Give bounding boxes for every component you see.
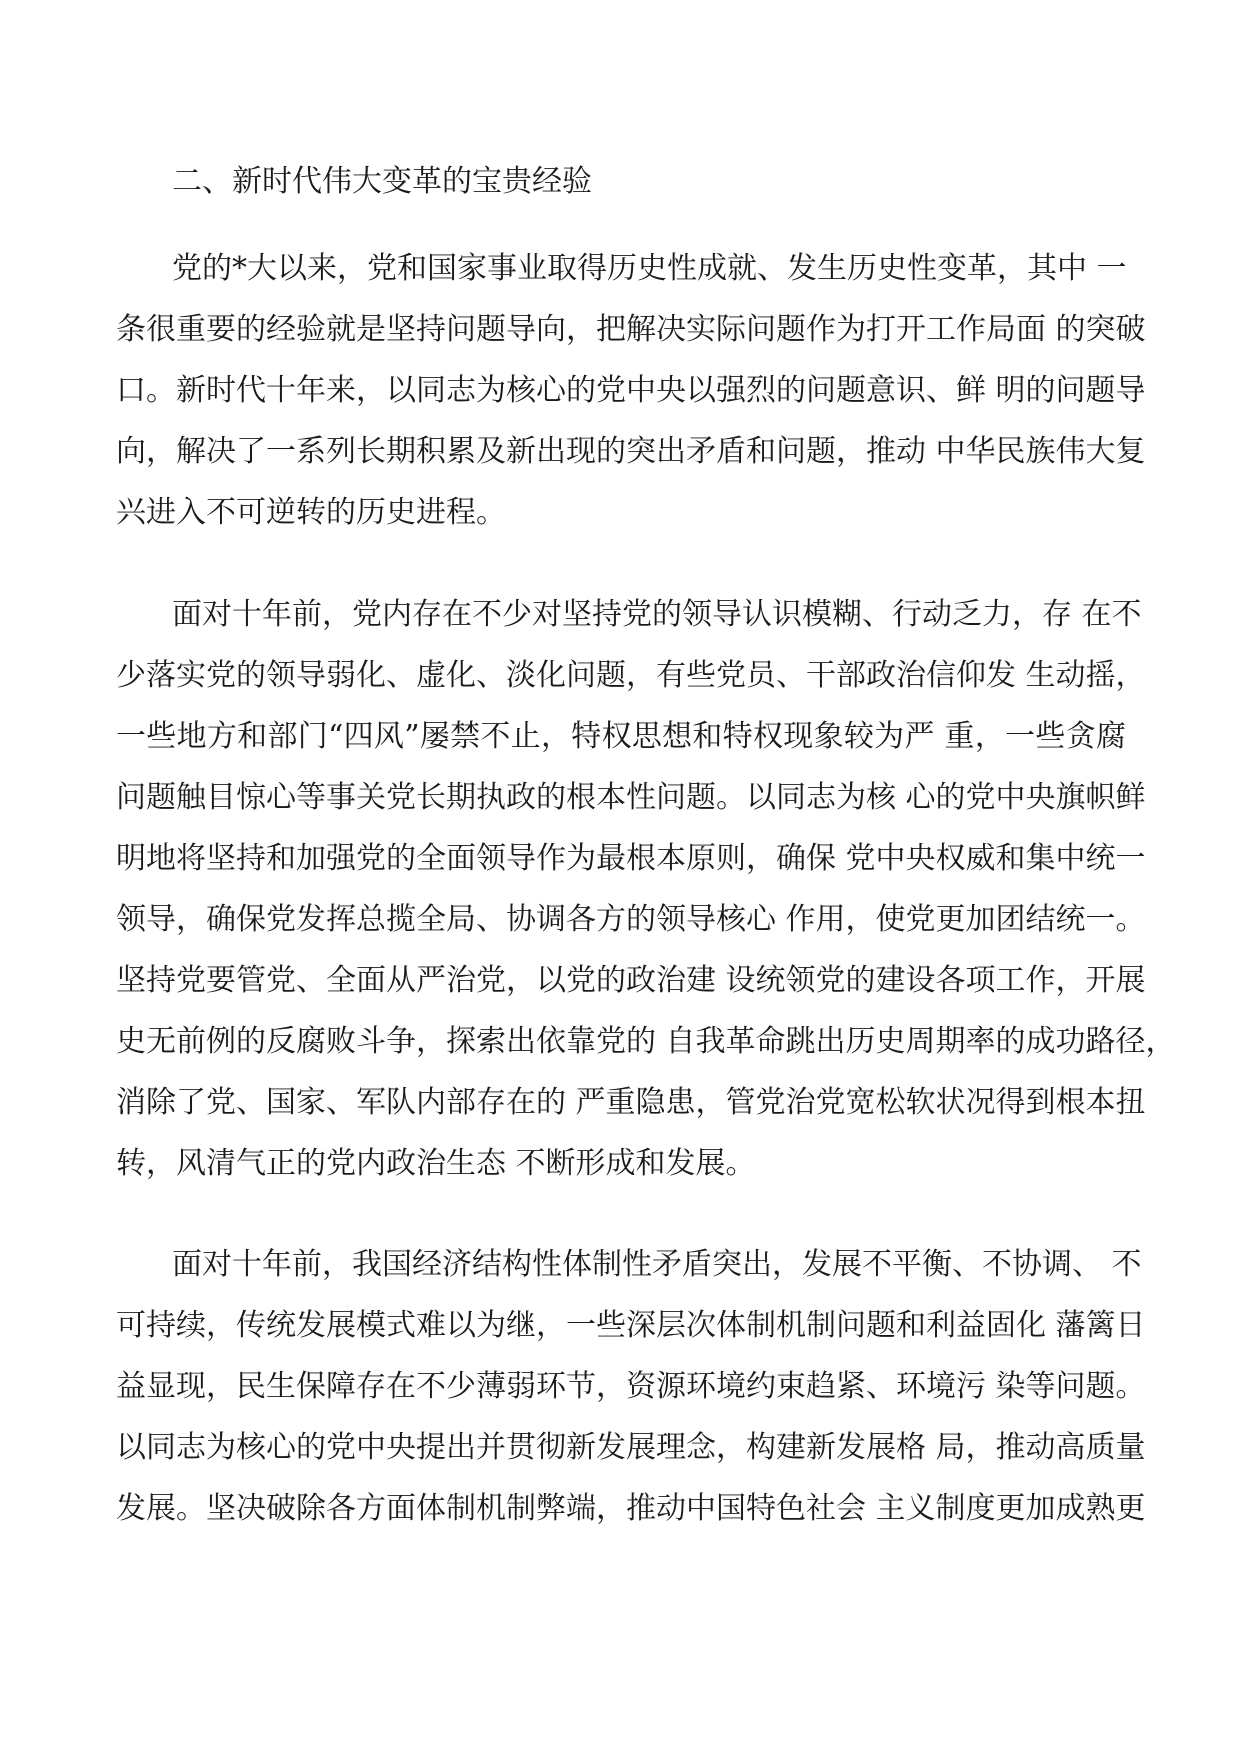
paragraph-2 (116, 584, 1176, 1194)
paragraph-line: 兴进入不可逆转的历史进程。 (116, 495, 506, 530)
paragraph-line: 领导，确保党发挥总揽全局、协调各方的领导核心 作用，使党更加团结统一。 (116, 902, 1146, 937)
paragraph-line: 以同志为核心的党中央提出并贯彻新发展理念，构建新发展格 局，推动高质量 (116, 1430, 1146, 1465)
paragraph-line: 可持续，传统发展模式难以为继，一些深层次体制机制问题和利益固化 藩篱日 (116, 1308, 1146, 1343)
paragraph-line: 向，解决了一系列长期积累及新出现的突出矛盾和问题，推动 中华民族伟大复 (116, 434, 1146, 469)
paragraph-line: 发展。坚决破除各方面体制机制弊端，推动中国特色社会 主义制度更加成熟更 (116, 1491, 1146, 1526)
paragraph-line: 面对十年前，我国经济结构性体制性矛盾突出，发展不平衡、不协调、 不 (172, 1247, 1142, 1282)
paragraph-line: 史无前例的反腐败斗争，探索出依靠党的 自我革命跳出历史周期率的成功路径， (116, 1024, 1176, 1059)
paragraph-line: 益显现，民生保障存在不少薄弱环节，资源环境约束趋紧、环境污 染等问题。 (116, 1369, 1146, 1404)
paragraph-line: 少落实党的领导弱化、虚化、淡化问题，有些党员、干部政治信仰发 生动摇， (116, 658, 1146, 693)
paragraph-line: 一些地方和部门“四风”屡禁不止，特权思想和特权现象较为严 重，一些贪腐 (116, 719, 1126, 754)
paragraph-line: 转，风清气正的党内政治生态 不断形成和发展。 (116, 1146, 756, 1181)
paragraph-line: 党的*大以来，党和国家事业取得历史性成就、发生历史性变革，其中 一 (172, 251, 1127, 286)
paragraph-line: 坚持党要管党、全面从严治党，以党的政治建 设统领党的建设各项工作，开展 (116, 963, 1146, 998)
paragraph-line: 条很重要的经验就是坚持问题导向，把解决实际问题作为打开工作局面 的突破 (116, 312, 1146, 347)
paragraph-1 (116, 238, 1146, 543)
paragraph-line: 口。新时代十年来，以同志为核心的党中央以强烈的问题意识、鲜 明的问题导 (116, 373, 1146, 408)
paragraph-line: 消除了党、国家、军队内部存在的 严重隐患，管党治党宽松软状况得到根本扭 (116, 1085, 1146, 1120)
paragraph-line: 面对十年前，党内存在不少对坚持党的领导认识模糊、行动乏力，存 在不 (172, 597, 1142, 632)
paragraph-line: 明地将坚持和加强党的全面领导作为最根本原则，确保 党中央权威和集中统一 (116, 841, 1146, 876)
paragraph-3 (116, 1234, 1146, 1539)
section-heading: 二、新时代伟大变革的宝贵经验 (172, 164, 592, 199)
paragraph-line: 问题触目惊心等事关党长期执政的根本性问题。以同志为核 心的党中央旗帜鲜 (116, 780, 1146, 815)
